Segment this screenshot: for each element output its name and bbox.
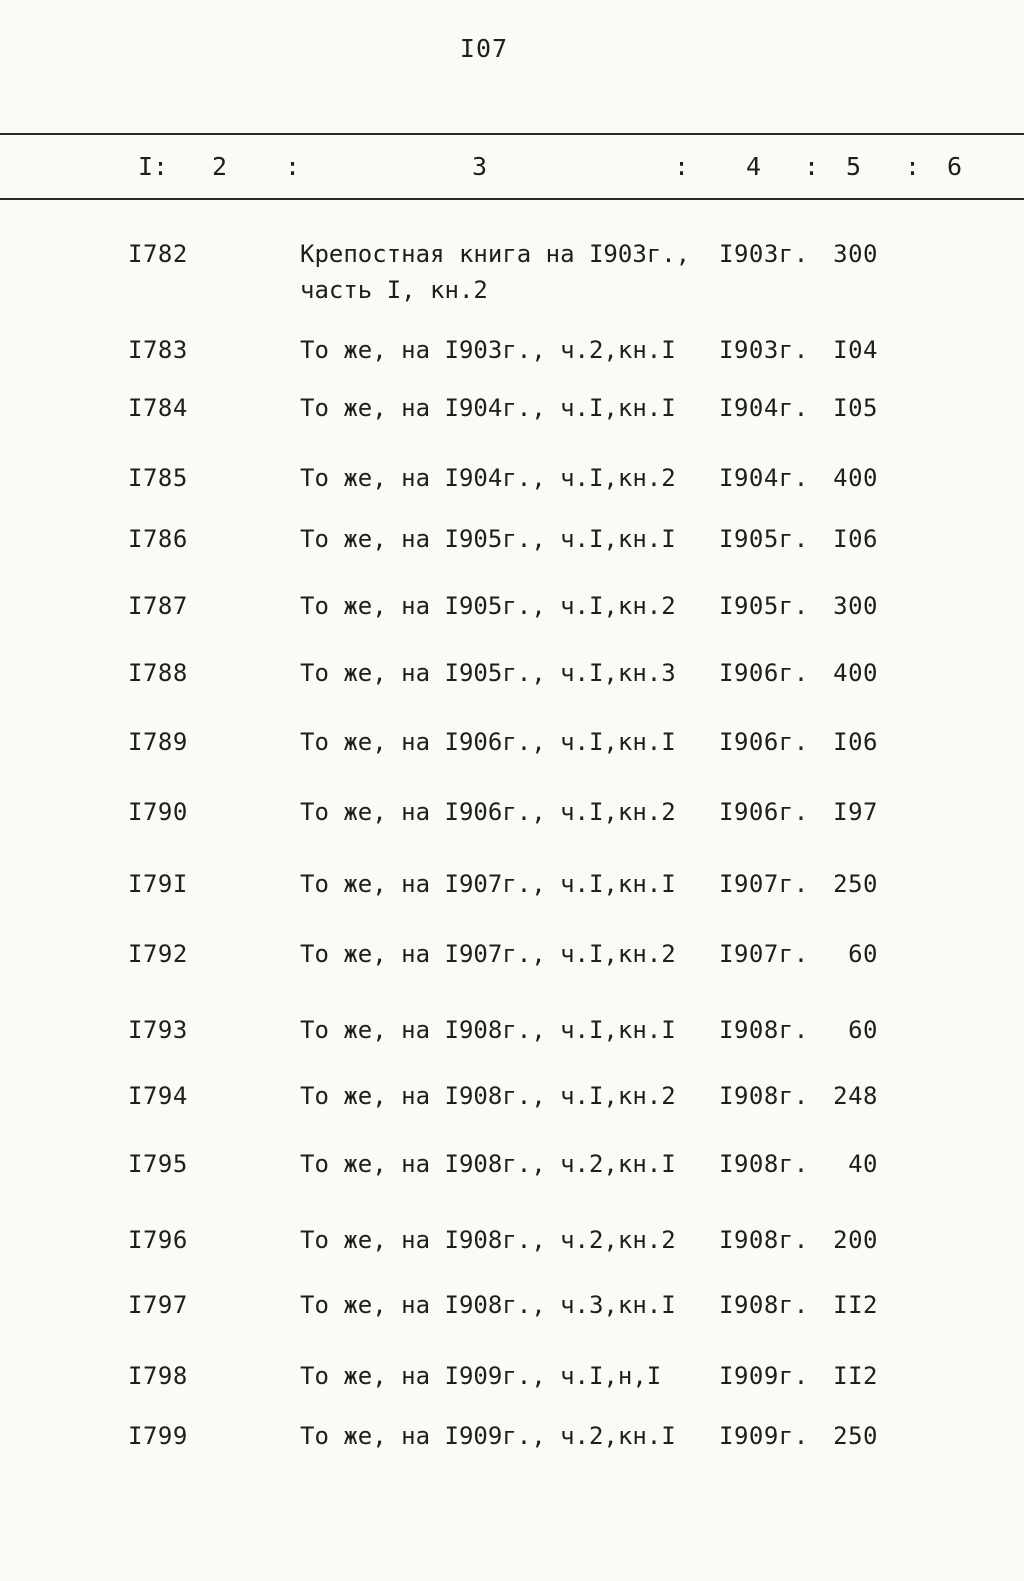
item-description: То же, на I909г., ч.2,кн.I (300, 1422, 676, 1450)
item-sheet-count: 250 (833, 870, 878, 898)
item-number: I797 (128, 1291, 188, 1319)
item-number: I784 (128, 394, 188, 422)
item-sheet-count: 248 (833, 1082, 878, 1110)
item-description: То же, на I908г., ч.I,кн.I (300, 1016, 676, 1044)
item-number: I785 (128, 464, 188, 492)
item-year: I908г. (719, 1226, 809, 1254)
item-description: То же, на I908г., ч.2,кн.2 (300, 1226, 676, 1254)
column-header-2: 2 (212, 152, 228, 181)
item-sheet-count: I04 (833, 336, 878, 364)
item-year: I909г. (719, 1422, 809, 1450)
item-number: I782 (128, 240, 188, 268)
column-separator: : (285, 152, 301, 181)
item-description: То же, на I905г., ч.I,кн.2 (300, 592, 676, 620)
item-description: То же, на I905г., ч.I,кн.I (300, 525, 676, 553)
item-year: I905г. (719, 592, 809, 620)
item-year: I906г. (719, 798, 809, 826)
header-bottom-rule (0, 198, 1024, 200)
item-description: То же, на I905г., ч.I,кн.3 (300, 659, 676, 687)
item-number: I798 (128, 1362, 188, 1390)
item-sheet-count: I06 (833, 525, 878, 553)
item-year: I904г. (719, 464, 809, 492)
item-year: I909г. (719, 1362, 809, 1390)
column-separator: : (905, 152, 921, 181)
item-sheet-count: 60 (848, 940, 878, 968)
column-separator: : (674, 152, 690, 181)
item-sheet-count: I06 (833, 728, 878, 756)
item-description: Крепостная книга на I903г., часть I, кн.2 (300, 240, 691, 304)
item-year: I908г. (719, 1291, 809, 1319)
item-year: I904г. (719, 394, 809, 422)
item-number: I788 (128, 659, 188, 687)
item-sheet-count: I05 (833, 394, 878, 422)
item-number: I786 (128, 525, 188, 553)
item-number: I796 (128, 1226, 188, 1254)
item-number: I789 (128, 728, 188, 756)
item-sheet-count: 400 (833, 659, 878, 687)
item-sheet-count: 40 (848, 1150, 878, 1178)
item-year: I908г. (719, 1016, 809, 1044)
item-number: I783 (128, 336, 188, 364)
item-description: То же, на I907г., ч.I,кн.2 (300, 940, 676, 968)
item-description: То же, на I906г., ч.I,кн.2 (300, 798, 676, 826)
item-sheet-count: I97 (833, 798, 878, 826)
item-number: I793 (128, 1016, 188, 1044)
item-sheet-count: 300 (833, 592, 878, 620)
item-year: I903г. (719, 240, 809, 268)
item-year: I907г. (719, 870, 809, 898)
column-separator: : (804, 152, 820, 181)
column-header-5: 5 (846, 152, 862, 181)
column-header-1: I: (138, 152, 169, 181)
column-header-3: 3 (472, 152, 488, 181)
item-description: То же, на I907г., ч.I,кн.I (300, 870, 676, 898)
item-sheet-count: 300 (833, 240, 878, 268)
item-year: I906г. (719, 659, 809, 687)
item-description: То же, на I904г., ч.I,кн.I (300, 394, 676, 422)
item-number: I79I (128, 870, 188, 898)
item-year: I906г. (719, 728, 809, 756)
item-sheet-count: 60 (848, 1016, 878, 1044)
item-number: I794 (128, 1082, 188, 1110)
item-number: I787 (128, 592, 188, 620)
header-top-rule (0, 133, 1024, 135)
item-sheet-count: II2 (833, 1291, 878, 1319)
page-number: I07 (459, 34, 509, 63)
item-sheet-count: II2 (833, 1362, 878, 1390)
column-header-4: 4 (746, 152, 762, 181)
item-number: I792 (128, 940, 188, 968)
item-description: То же, на I904г., ч.I,кн.2 (300, 464, 676, 492)
item-description: То же, на I909г., ч.I,н,I (300, 1362, 662, 1390)
item-year: I905г. (719, 525, 809, 553)
item-year: I907г. (719, 940, 809, 968)
column-header-6: 6 (947, 152, 963, 181)
item-year: I903г. (719, 336, 809, 364)
item-sheet-count: 200 (833, 1226, 878, 1254)
item-description: То же, на I908г., ч.I,кн.2 (300, 1082, 676, 1110)
item-description: То же, на I908г., ч.2,кн.I (300, 1150, 676, 1178)
item-description: То же, на I903г., ч.2,кн.I (300, 336, 676, 364)
item-sheet-count: 250 (833, 1422, 878, 1450)
item-year: I908г. (719, 1082, 809, 1110)
item-number: I790 (128, 798, 188, 826)
item-number: I795 (128, 1150, 188, 1178)
item-sheet-count: 400 (833, 464, 878, 492)
item-description: То же, на I908г., ч.3,кн.I (300, 1291, 676, 1319)
item-description: То же, на I906г., ч.I,кн.I (300, 728, 676, 756)
item-year: I908г. (719, 1150, 809, 1178)
column-header-row (0, 152, 1024, 188)
item-number: I799 (128, 1422, 188, 1450)
